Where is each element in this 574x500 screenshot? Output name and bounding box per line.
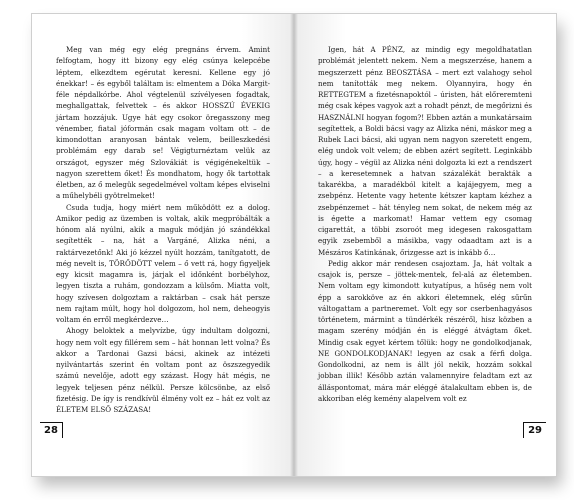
book-gutter xyxy=(290,14,298,476)
paragraph: Ahogy beloktek a melyvízbe, úgy indultam dolgozni, hogy nem volt egy fillérem sem – hát honnan lett volna? És akkor a Tardonai Gazsi bácsi, akinek az intézeti nyilvántartás szerint én voltam pont az öszszegyedik számú nevelője, adott egy százast. Hogy hát mégis, ne legyek teljesen pénz nélkül. Persze kölcsönbe, az első fizetésig. De így is rendkívül élmény volt ez – hát ez volt az ÉLETEM ELSŐ SZÁZASA! xyxy=(56,326,270,414)
right-page xyxy=(294,14,556,476)
left-page xyxy=(32,14,294,476)
left-page-text xyxy=(56,44,270,415)
paragraph: Igen, hát A PÉNZ, az mindig egy megoldhatatlan problémát jelentett nekem. Nem a megszerzése, hanem a megszerzett pénz BEOSZTÁSA – mert ezt valahogy sehol nem tanították meg nekem. Olyannyira, hogy én RETTEGTEM a fizetésnapoktól – úristen, hát előreremteni még csak képes vagyok azt a rohadt pénzt, de megőrizni és HASZNÁLNI hogyan fogom?! Ebben aztán a munkatársaim segítettek, a Boldi bácsi vagy az Alizka néni, máskor meg a Rubek Laci bácsi, aki ugyan nem nagyon szeretett engem, elég undok volt velem; de ebben azért segített. Leginkább úgy, hogy – végül az Alizka néni dolgozta ki ezt a rendszert – a keresetemnek a hatvan százalékát berakták a takarékba, a maradékból kitelt a kajájegyem, meg a zsebpénz. Hetente vagy hetente kétszer kaptam kézhez a zsebpénzemet – hát tényleg nem sokat, de nekem még az is égette a markomat! Hamar vettem egy csomag cigarettát, a többi zsoroót meg idegesen rakosgattam egyik zsebemből a másikba, vagy odaadtam azt is a Mészáros Katinkának, őrizgesse azt is inkább ő… xyxy=(318,45,532,257)
paragraph: Pedig akkor már rendesen csajoztam. Ja, hát voltak a csajok is, persze – jöttek-mentek, fel-alá az életemben. Nem voltam egy kimondott kutyatípus, a hűség nem volt épp a sarokköve az én akkori életemnek, elég sűrűn váltogattam a partneremet. Volt egy sor cserbenhagyásos történetem, mármint a tündérkék részéről, hisz közben a magam szerény módján én is eléggé átvágtam őket. Mindig csak egyet kértem tőlük: hogy ne gondolkodjanak, NE GONDOLKODJANAK! legyen az csak a férfi dolga. Gondolkodni, az nem is állt jól nekik, hozzám sokkal jobban illik! Később aztán valamennyire feladtam ezt az álláspontomat, mára már eléggé átalakultam ebben is, de akkoriban elég kemény alapelvem volt ez xyxy=(318,258,532,403)
book-spread xyxy=(32,14,556,476)
right-page-text xyxy=(318,44,532,404)
paragraph: Meg van még egy elég pregnáns érvem. Amint felfogtam, hogy itt bizony egy elég csúnya kelepcébe léptem, elkezdtem egérutat keresni. Kellene egy jó énekkar! – és egyből találtam is: elmentem a Dóka Margit-féle népdalkórbe. Ahol végtelenül szívélyesen fogadtak, meghallgattak, felvettek – és akkor HOSSZÚ ÉVEKIG jártam hozzájuk. Ugye hát egy csokor öregasszony meg vénember, fiatal jóformán csak magam voltam ott – de kimondottan aranyosan bántak velem, beilleszkedési problémám egy darab se! Végigturnéztam velük az országot, egyszer még Szlovákiát is végigénekeltük – nagyon szerettem őket! És mondhatom, hogy ők tartottak életben, az ő melegük segedelmével voltam képes elviselni a műhelybéli gyötrelmeket! xyxy=(56,45,270,201)
page-number: 28 xyxy=(40,422,63,438)
page-number: 29 xyxy=(523,422,546,438)
paragraph: Csuda tudja, hogy miért nem működött ez a dolog. Amikor pedig az üzemben is voltak, akik megpróbálták a hónom alá nyúlni, akik a maguk módján jó szándékkal segítették – na, hát a Vargáné, Alizka néni, a raktárvezetőnk! Aki jó kézzel nyúlt hozzám, tanítgatott, de még nevelt is, TÖRŐDÖTT velem – ő vett rá, hogy figyeljek egy kicsit magamra is, járjak el időnként borbélyhoz, legyen tiszta a ruhám, gondozzam a külsőm. Miatta volt, hogy szívesen dolgoztam a raktárban – csak hát persze nem rajtam múlt, hogy hol dolgozom, hol nem, deheogyis voltam én erről megkérdezve… xyxy=(56,202,270,324)
